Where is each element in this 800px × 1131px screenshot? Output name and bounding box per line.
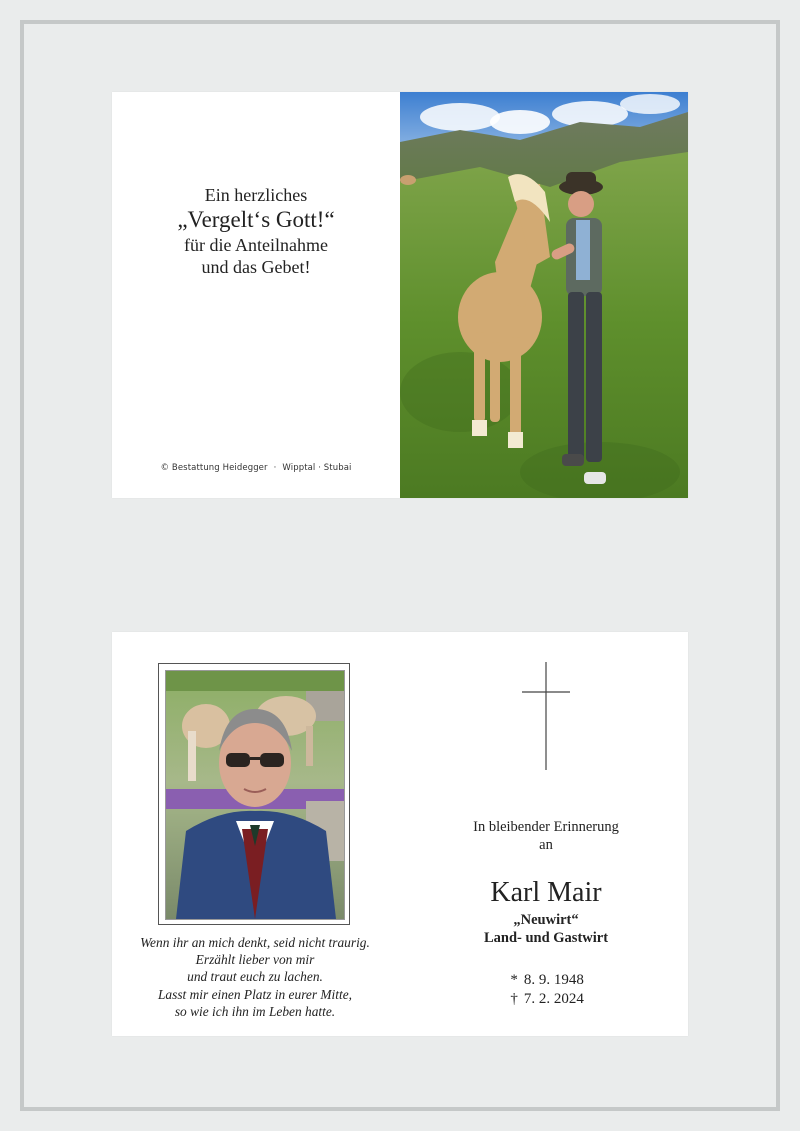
in-memory-text xyxy=(432,818,660,854)
imprint-separator: · xyxy=(273,463,277,473)
life-dates xyxy=(432,971,660,1009)
imprint-left: © Bestattung Heidegger xyxy=(160,463,268,473)
thank-you-text xyxy=(112,184,400,278)
funeral-home-imprint xyxy=(112,463,400,473)
poem-line-4: Lasst mir einen Platz in eurer Mitte, xyxy=(157,986,353,1002)
memorial-poem xyxy=(112,934,398,1020)
portrait-photo xyxy=(165,670,345,920)
death-cross-icon: † xyxy=(510,991,518,1007)
horse-photo xyxy=(400,92,688,498)
horse-photo-illustration xyxy=(400,92,688,498)
portrait-frame xyxy=(158,663,350,925)
birth-date: 8. 9. 1948 xyxy=(523,972,584,988)
thanks-line-4: und das Gebet! xyxy=(201,257,311,277)
thanks-line-2: „Vergelt‘s Gott!“ xyxy=(177,207,335,232)
memory-line-1: In bleibender Erinnerung xyxy=(473,819,619,835)
poem-line-1: Wenn ihr an mich denkt, seid nicht traurig. xyxy=(140,935,370,950)
nickname: „Neuwirt“ xyxy=(513,912,579,928)
poem-line-2: Erzählt lieber von mir xyxy=(195,952,315,968)
occupation: Land- und Gastwirt xyxy=(483,930,609,946)
imprint-right: Wipptal · Stubai xyxy=(282,463,352,473)
cross-icon xyxy=(522,662,570,770)
death-date-line xyxy=(432,990,660,1009)
nickname-and-occupation xyxy=(432,911,660,947)
thanks-line-1: Ein herzliches xyxy=(204,185,308,205)
poem-line-5: so wie ich ihn im Leben hatte. xyxy=(174,1003,336,1019)
memory-line-2: an xyxy=(539,837,553,853)
birth-star-icon: * xyxy=(510,972,518,988)
memorial-card xyxy=(112,632,688,1036)
thanks-line-3: für die Anteilnahme xyxy=(184,235,328,255)
poem-line-3: und traut euch zu lachen. xyxy=(187,969,323,985)
thank-you-card xyxy=(112,92,688,498)
birth-date-line xyxy=(432,971,660,990)
death-date: 7. 2. 2024 xyxy=(523,991,584,1007)
portrait-illustration xyxy=(166,671,344,919)
deceased-name: Karl Mair xyxy=(490,877,602,908)
